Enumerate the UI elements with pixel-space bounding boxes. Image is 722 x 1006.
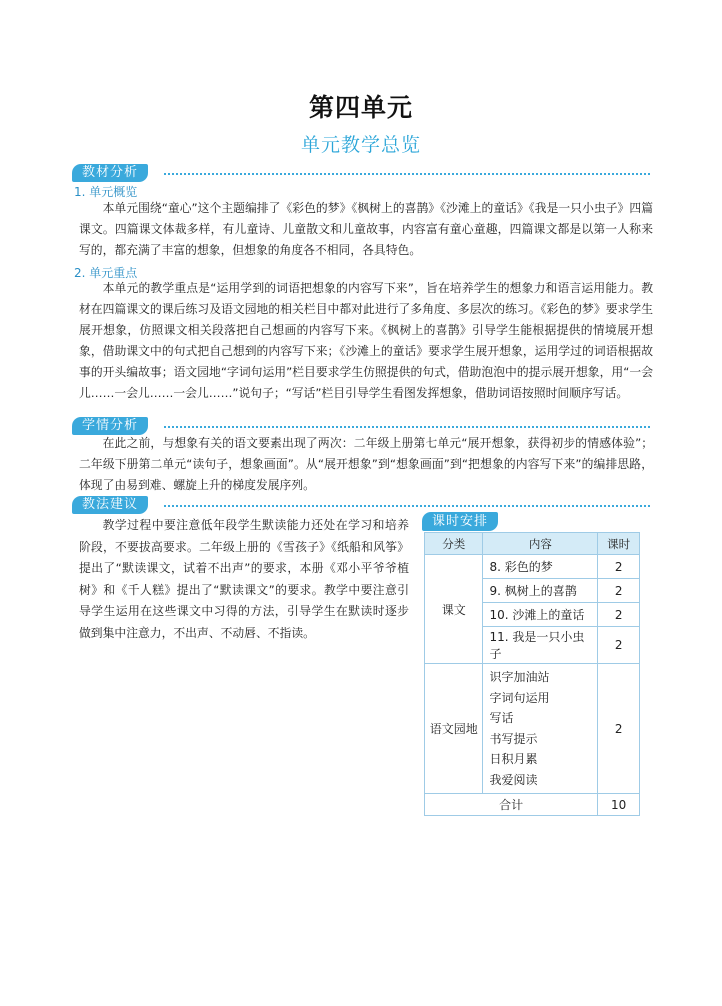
page-title: 第四单元 bbox=[308, 93, 413, 122]
yuwen-hours: 2 bbox=[598, 664, 640, 794]
section-tag-teaching-suggestions: 教法建议 bbox=[72, 496, 148, 514]
lesson-content: 10. 沙滩上的童话 bbox=[483, 603, 598, 627]
section-header-textbook-analysis bbox=[72, 164, 650, 184]
dotted-divider bbox=[164, 173, 650, 175]
total-hours: 10 bbox=[598, 794, 640, 816]
header-content: 内容 bbox=[483, 533, 598, 555]
lesson-content: 11. 我是一只小虫子 bbox=[483, 627, 598, 664]
focus-heading: 2. 单元重点 bbox=[74, 266, 138, 280]
total-row bbox=[425, 794, 640, 816]
section-header-teaching-suggestions bbox=[72, 496, 650, 516]
overview-paragraph: 本单元围绕“童心”这个主题编排了《彩色的梦》《枫树上的喜鹊》《沙滩上的童话》《我是一只小虫子》四篇课文。四篇课文体裁多样，有儿童诗、儿童散文和儿童故事，内容富有童心童趣，四篇课文都是以第一人称来写的，都充满了丰富的想象，但想象的角度各不相同，各具特色。 bbox=[79, 201, 653, 257]
schedule-table bbox=[424, 532, 640, 816]
header-category: 分类 bbox=[425, 533, 483, 555]
list-item: 书写提示 bbox=[489, 731, 538, 746]
list-item: 识字加油站 bbox=[489, 670, 550, 684]
table-row bbox=[425, 555, 640, 579]
teaching-suggestions-paragraph: 教学过程中要注意低年段学生默读能力还处在学习和培养阶段，不要拔高要求。二年级上册的《雪孩子》《纸船和风筝》提出了“默读课文，试着不出声”的要求，本册《邓小平爷爷植树》和《千人糕》提出了“默读课文”的要求。教学中要注意引导学生运用在这些课文中习得的方法，引导学生在默读时逐步做到集中注意力，不出声、不动唇、不指读。 bbox=[79, 518, 409, 640]
table-header-row bbox=[425, 533, 640, 555]
list-item: 我爱阅读 bbox=[489, 772, 538, 787]
list-item: 日积月累 bbox=[489, 752, 538, 766]
dotted-divider bbox=[164, 426, 650, 428]
list-item: 字词句运用 bbox=[489, 690, 550, 705]
lesson-content: 9. 枫树上的喜鹊 bbox=[483, 579, 598, 603]
page-subtitle: 单元教学总览 bbox=[300, 134, 421, 156]
overview-heading: 1. 单元概览 bbox=[74, 185, 138, 199]
table-row bbox=[425, 664, 640, 794]
dotted-divider bbox=[164, 505, 650, 507]
category-yuwen-yuandi: 语文园地 bbox=[425, 664, 483, 794]
lesson-hours: 2 bbox=[598, 579, 640, 603]
category-kewen: 课文 bbox=[425, 555, 483, 664]
lesson-content: 8. 彩色的梦 bbox=[483, 555, 598, 579]
yuwen-yuandi-items bbox=[483, 664, 598, 794]
focus-paragraph: 本单元的教学重点是“运用学到的词语把想象的内容写下来”，旨在培养学生的想象力和语言运用能力。教材在四篇课文的课后练习及语文园地的相关栏目中都对此进行了多角度、多层次的练习。《彩色的梦》要求学生展开想象，仿照课文相关段落把自己想画的内容写下来。《枫树上的喜鹊》引导学生能根据提供的情境展开想象，借助课文中的句式把自己想到的内容写下来；《沙滩上的童话》要求学生展开想象，运用学过的词语根据故事的开头编故事；语文园地“字词句运用”栏目要求学生仿照提供的句式，借助泡泡中的提示展开想象，用“一会儿……一会儿……一会儿……”说句子；“写话”栏目引导学生看图发挥想象，借助词语按照时间顺序写话。 bbox=[79, 281, 653, 400]
header-hours: 课时 bbox=[598, 533, 640, 555]
lesson-hours: 2 bbox=[598, 555, 640, 579]
section-tag-textbook-analysis: 教材分析 bbox=[72, 164, 148, 182]
section-tag-student-analysis: 学情分析 bbox=[72, 417, 148, 435]
list-item: 写话 bbox=[489, 711, 514, 725]
student-analysis-paragraph: 在此之前，与想象有关的语文要素出现了两次：二年级上册第七单元“展开想象，获得初步的情感体验”；二年级下册第二单元“读句子，想象画面”。从“展开想象”到“想象画面”到“把想象的内容写下来”的编排思路，体现了由易到难、螺旋上升的梯度发展序列。 bbox=[79, 436, 653, 492]
schedule-tag: 课时安排 bbox=[422, 512, 498, 531]
lesson-hours: 2 bbox=[598, 627, 640, 664]
lesson-hours: 2 bbox=[598, 603, 640, 627]
total-label: 合计 bbox=[425, 794, 598, 816]
